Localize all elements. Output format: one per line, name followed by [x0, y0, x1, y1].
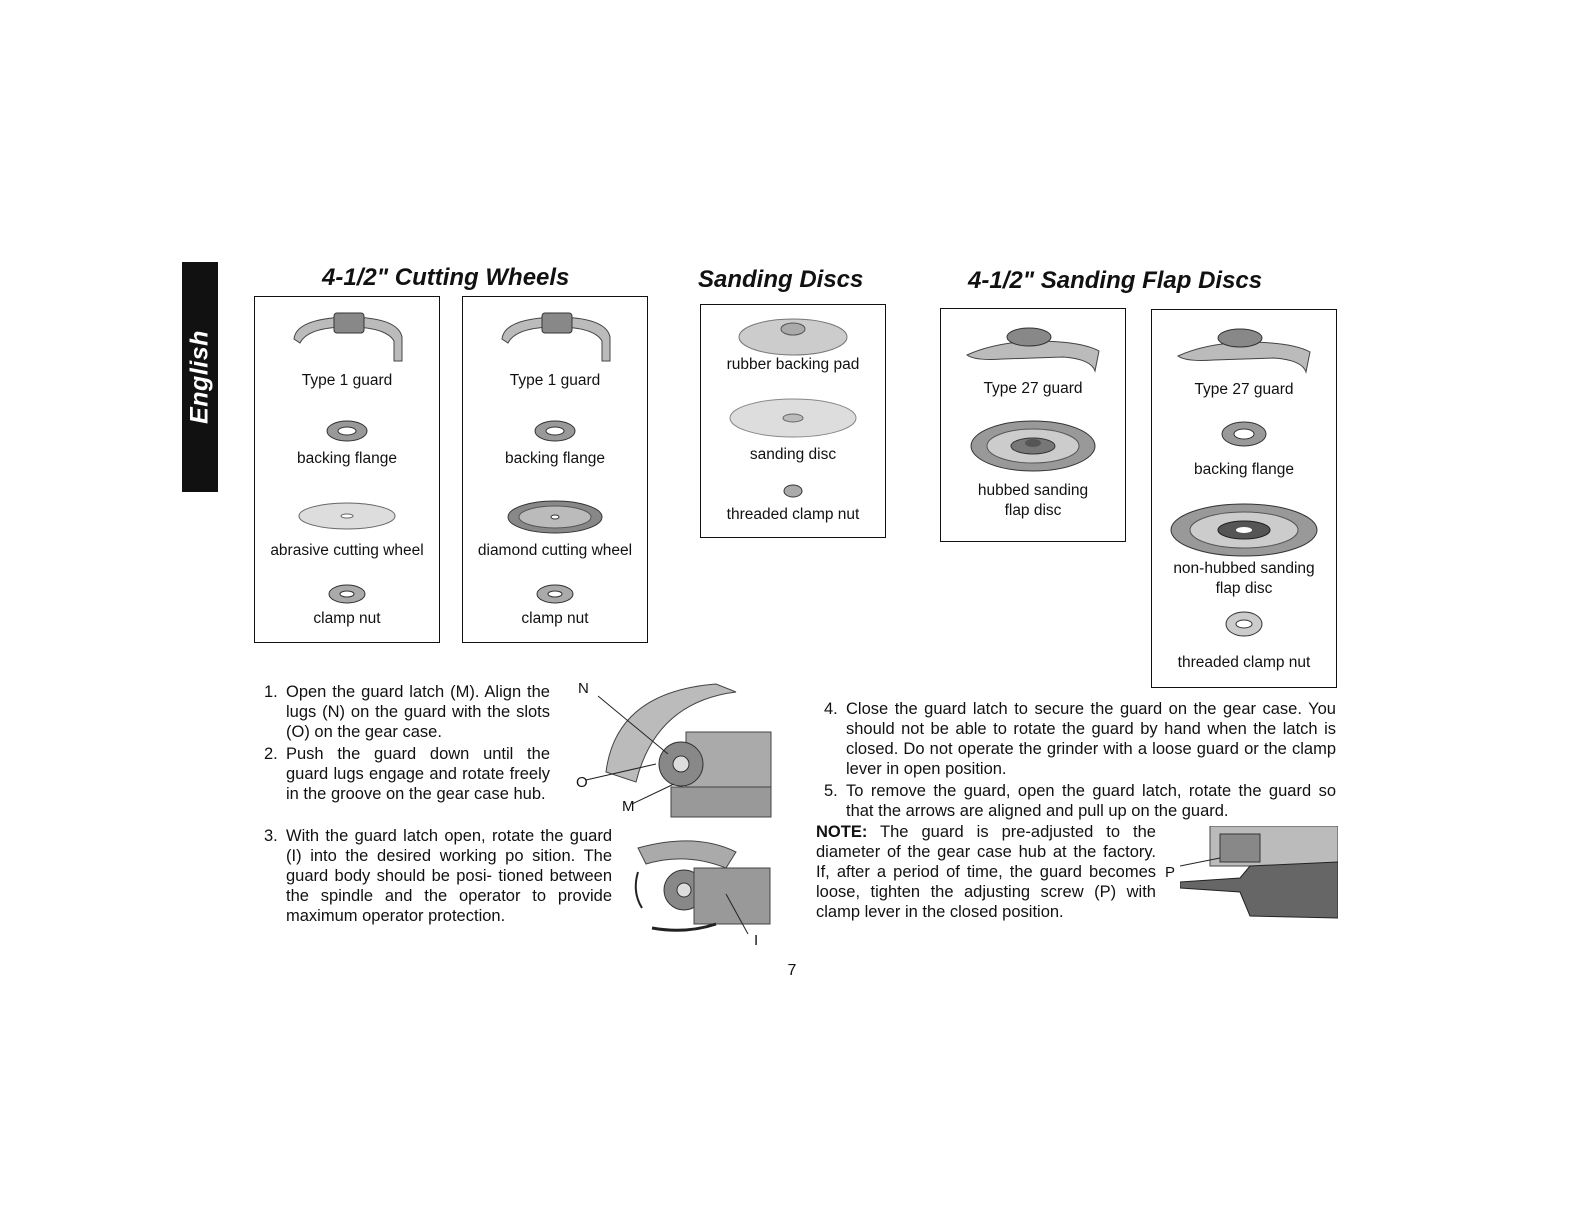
- caption: threaded clamp nut: [726, 506, 860, 523]
- step-1: 1. Open the guard latch (M). Align the lugs (N) on the guard with the slots (O) on the gear case.: [264, 683, 550, 741]
- label-o: O: [576, 774, 588, 791]
- caption: Type 1 guard: [301, 372, 393, 389]
- page-number: 7: [787, 962, 797, 979]
- step-2: 2. Push the guard down until the guard lugs engage and rotate freely in the groove on the gear case hub.: [264, 745, 550, 803]
- instructions-right: [824, 699, 1336, 823]
- caption: sanding disc: [749, 446, 837, 463]
- caption: non-hubbed sanding: [1173, 560, 1315, 577]
- abrasive-wheel-image: [297, 501, 397, 531]
- caption: flap disc: [1215, 580, 1273, 597]
- caption: rubber backing pad: [726, 356, 860, 373]
- adjusting-screw-figure: [1180, 826, 1338, 920]
- type1-guard-image: [494, 311, 616, 367]
- hubbed-flap-disc-box: [940, 308, 1126, 542]
- label-i: I: [754, 932, 759, 949]
- caption: backing flange: [297, 450, 397, 467]
- guard-installation-figure: [576, 672, 776, 952]
- caption: backing flange: [505, 450, 605, 467]
- caption: Type 27 guard: [1194, 381, 1294, 398]
- step-4: 4. Close the guard latch to secure the guard on the gear case. You should not be able to rotate the guard by hand when the latch is closed. Do not operate the grinder with a loose guard or the clamp lever in open position.: [824, 700, 1336, 778]
- caption: diamond cutting wheel: [477, 542, 633, 559]
- heading-cutting-wheels: 4-1/2" Cutting Wheels: [322, 264, 570, 291]
- caption: hubbed sanding: [977, 482, 1089, 499]
- label-n: N: [578, 680, 589, 697]
- caption: clamp nut: [313, 610, 381, 627]
- hubbed-flap-disc-image: [969, 419, 1097, 473]
- cutting-wheel-box-2: [462, 296, 648, 643]
- label-m: M: [622, 798, 635, 815]
- caption: backing flange: [1194, 461, 1294, 478]
- note-label: NOTE:: [816, 823, 868, 841]
- heading-sanding-discs: Sanding Discs: [698, 266, 864, 293]
- clamp-nut-image: [535, 583, 575, 605]
- caption: abrasive cutting wheel: [270, 542, 424, 559]
- sanding-disc-image: [728, 397, 858, 439]
- non-hubbed-flap-disc-image: [1169, 502, 1319, 558]
- note: [816, 822, 1156, 922]
- note-text: The guard is pre-adjusted to the diameter of the gear case hub at the factory. If, after a period of time, the guard becomes loose, tighten the adjusting screw (P) with clamp lever in the closed position.: [816, 823, 1156, 921]
- non-hubbed-flap-disc-box: [1151, 309, 1337, 688]
- type1-guard-image: [286, 311, 408, 367]
- threaded-clamp-nut-image: [782, 483, 804, 499]
- rubber-backing-pad-image: [737, 313, 849, 357]
- caption: threaded clamp nut: [1177, 654, 1311, 671]
- language-tab-label: English: [185, 330, 214, 424]
- step-5: 5. To remove the guard, open the guard latch, rotate the guard so that the arrows are aligned and pull up on the guard.: [824, 782, 1336, 820]
- step-3: 3. With the guard latch open, rotate the guard (I) into the desired working po sition. The guard body should be posi- tioned between the spindle and the operator to provide maximum operator protection.: [264, 827, 612, 925]
- threaded-clamp-nut-image: [1224, 610, 1264, 638]
- backing-flange-image: [325, 419, 369, 443]
- instructions-left-2: [264, 826, 612, 928]
- label-p: P: [1165, 864, 1176, 881]
- clamp-nut-image: [327, 583, 367, 605]
- type27-guard-image: [1174, 318, 1314, 376]
- caption: Type 27 guard: [983, 380, 1083, 397]
- caption: flap disc: [1004, 502, 1062, 519]
- cutting-wheel-box-1: [254, 296, 440, 643]
- backing-flange-image: [533, 419, 577, 443]
- caption: clamp nut: [521, 610, 589, 627]
- caption: Type 1 guard: [509, 372, 601, 389]
- language-tab: [182, 262, 218, 492]
- sanding-disc-box: [700, 304, 886, 538]
- heading-flap-discs: 4-1/2" Sanding Flap Discs: [968, 267, 1263, 294]
- instructions-left: [264, 682, 550, 806]
- backing-flange-image: [1220, 420, 1268, 448]
- type27-guard-image: [963, 317, 1103, 375]
- diamond-wheel-image: [505, 499, 605, 535]
